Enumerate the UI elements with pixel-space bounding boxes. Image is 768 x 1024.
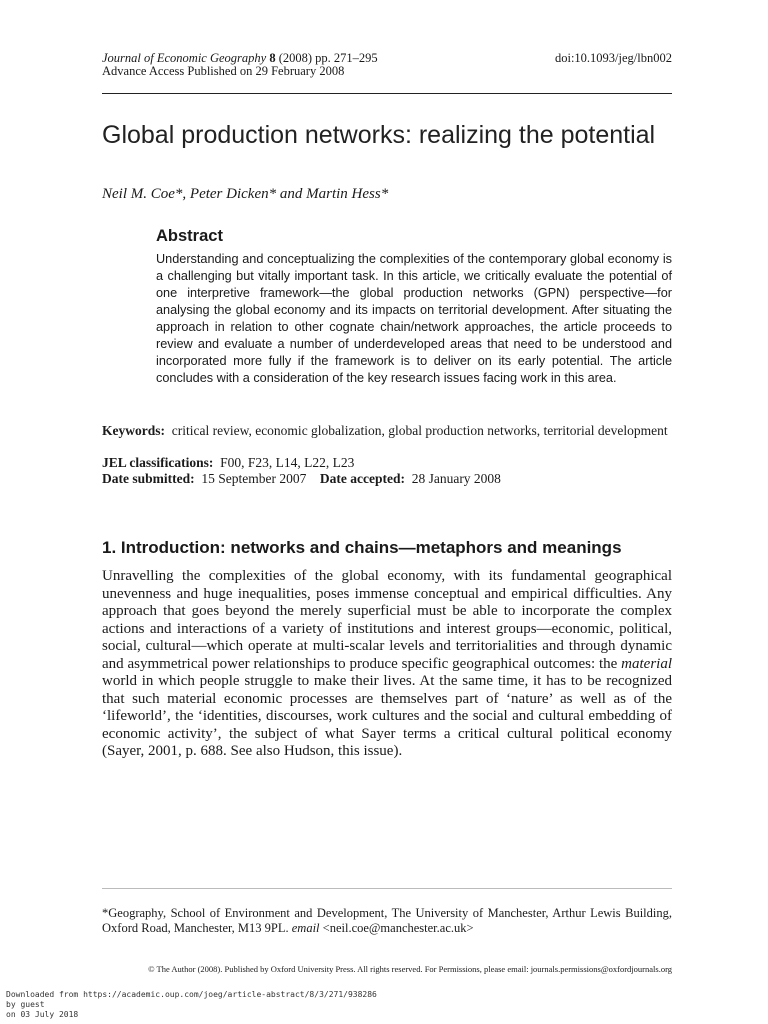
body-paragraph — [102, 568, 672, 761]
email-address[interactable]: <neil.coe@manchester.ac.uk> — [319, 921, 474, 935]
email-label: email — [291, 921, 320, 935]
copyright-line: © The Author (2008). Published by Oxford University Press. All rights reserved. For Permissions, please email: journals.permissions@oxfordjournals.org — [148, 964, 672, 974]
jel-line — [102, 455, 672, 471]
journal-header — [102, 52, 378, 78]
abstract-heading: Abstract — [156, 227, 223, 245]
submitted-value: 15 September 2007 — [201, 471, 307, 486]
section-heading: 1. Introduction: networks and chains—metaphors and meanings — [102, 538, 622, 557]
accepted-label: Date accepted: — [319, 471, 405, 486]
keywords-line — [102, 423, 672, 439]
jel-label: JEL classifications: — [102, 455, 214, 470]
affiliation-text: *Geography, School of Environment and Development, The University of Manchester, Arthur Lewis Building, Oxford Road, Manchester, M13 9PL. — [102, 906, 672, 935]
affiliation-footnote — [102, 906, 672, 936]
paragraph-italic: material — [621, 655, 672, 672]
doi[interactable]: doi:10.1093/jeg/lbn002 — [554, 51, 672, 65]
dates-line — [102, 471, 672, 487]
submitted-label: Date submitted: — [102, 471, 195, 486]
accepted-value: 28 January 2008 — [411, 471, 501, 486]
jel-value: F00, F23, L14, L22, L23 — [220, 455, 355, 470]
journal-name: Journal of Economic Geography — [102, 51, 267, 65]
journal-volume: 8 — [269, 51, 276, 65]
footnote-rule — [102, 888, 672, 889]
download-stamp: Downloaded from https://academic.oup.com/joeg/article-abstract/8/3/271/938286 by guest on 03 July 2018 — [6, 990, 377, 1019]
abstract-text: Understanding and conceptualizing the complexities of the contemporary global economy is a challenging but vitally important task. In this article, we critically evaluate the potential of one interpretive framework—the global production networks (GPN) perspective—for analysing the global economy and its impacts on territorial development. After situating the approach in relation to other cognate chain/network approaches, the article proceeds to review and evaluate a number of underdeveloped areas that need to be understood and incorporated more fully if the framework is to deliver on its early potential. The article concludes with a consideration of the key research issues facing work in this area. — [156, 252, 672, 385]
keywords-label: Keywords: — [102, 423, 165, 438]
journal-year-pages: (2008) pp. 271–295 — [278, 51, 378, 65]
keywords-value: critical review, economic globalization, global production networks, territorial development — [171, 423, 668, 438]
author-list: Neil M. Coe*, Peter Dicken* and Martin Hess* — [102, 186, 389, 202]
paragraph-text-1: Unravelling the complexities of the global economy, with its fundamental geographical unevenness and huge inequalities, poses immense conceptual and empirical difficulties. Any approach that goes beyond the merely superficial must be able to incorporate the complex actions and interactions of a variety of institutions and interest groups—economic, political, social, cultural—which operate at multi-scalar levels and territorialities and through dynamic and asymmetrical power relationships to produce specific geographical outcomes: the — [102, 568, 672, 672]
advance-access-line: Advance Access Published on 29 February 2008 — [102, 64, 345, 78]
article-title: Global production networks: realizing the potential — [102, 121, 656, 149]
paragraph-text-2: world in which people struggle to make their lives. At the same time, it has to be recognized that such material economic processes are themselves part of ‘nature’ as well as of the ‘lifeworld’, the ‘identities, discourses, work cultures and the social and cultural embedding of economic activity’, the subject of what Sayer terms a critical cultural political economy (Sayer, 2001, p. 688. See also Hudson, this issue). — [102, 673, 672, 759]
header-rule — [102, 93, 672, 94]
